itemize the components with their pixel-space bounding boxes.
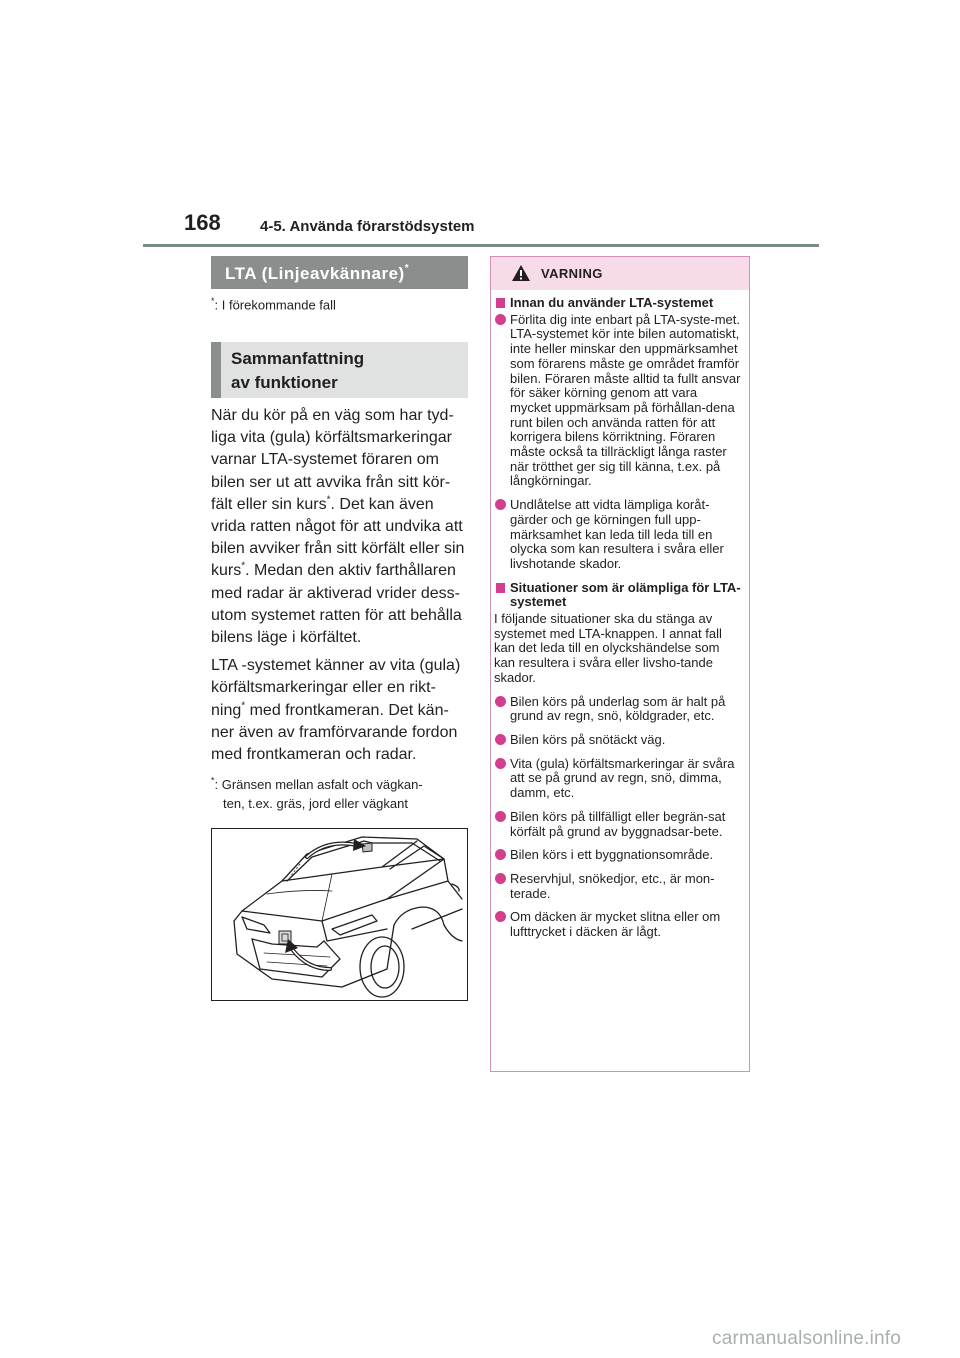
body-paragraph-1 (211, 405, 468, 649)
warning-section-heading-1-text: Innan du använder LTA-systemet (510, 295, 714, 310)
warning-bullet (494, 848, 741, 863)
circle-bullet-icon (495, 314, 506, 325)
warning-bullet (494, 733, 741, 748)
warning-header (491, 257, 749, 290)
warning-body (491, 290, 749, 940)
footnote-mark: * (211, 776, 215, 786)
warning-bullet-text: Bilen körs på snötäckt väg. (510, 731, 666, 747)
body-paragraph-2 (211, 655, 468, 766)
footnote-line-2: ten, t.ex. gräs, jord eller vägkant (223, 796, 408, 812)
warning-bullet-text: Reservhjul, snökedjor, etc., är mon-terade. (510, 870, 715, 901)
circle-bullet-icon (495, 849, 506, 860)
availability-text: : I förekommande fall (214, 297, 336, 313)
warning-bullet-text: Vita (gula) körfältsmarkeringar är svåra att se på grund av regn, snö, dimma, damm, etc. (510, 755, 735, 801)
availability-note (211, 296, 468, 312)
square-bullet-icon (496, 298, 505, 308)
warning-section-heading-2-text: Situationer som är olämpliga för LTA-systemet (510, 579, 741, 610)
front-camera (362, 843, 372, 852)
warning-bullet (494, 498, 741, 572)
circle-bullet-icon (495, 734, 506, 745)
square-bullet-icon (496, 583, 505, 593)
warning-bullet-text: Om däcken är mycket slitna eller om lufttrycket i däcken är lågt. (510, 909, 721, 940)
footnote-text-1: : Gränsen mellan asfalt och vägkan- (214, 777, 423, 793)
circle-bullet-icon (495, 811, 506, 822)
para1-part-c: . Medan den aktiv farthållaren med radar är aktiverad vrider dess-utom systemet ratten för att behålla bilens läge i körfältet. (211, 562, 462, 647)
footer-watermark[interactable]: carmanualsonline.info (712, 1328, 902, 1349)
warning-label: VARNING (541, 266, 603, 281)
page-number: 168 (184, 210, 221, 235)
availability-mark: * (211, 296, 215, 306)
para2-part-b: med frontkameran. Det kän-ner även av framförvarande fordon med frontkameran och radar. (211, 701, 458, 764)
warning-bullet (494, 810, 741, 839)
para1-mark-1: * (326, 494, 331, 506)
topic-title-mark: * (404, 263, 410, 274)
circle-bullet-icon (495, 696, 506, 707)
footnote (211, 772, 468, 813)
topic-title-bar (211, 256, 468, 289)
warning-bullet-text: Bilen körs på tillfälligt eller begrän-sat körfält på grund av byggnadsar-bete. (510, 808, 726, 839)
circle-bullet-icon (495, 911, 506, 922)
warning-bullet-text: Undlåtelse att vidta lämpliga koråt-gärder och ge körningen full upp-märksamhet kan leda till leda till en olycka som kan resultera i svåra eller livshotande skador. (510, 497, 724, 571)
warning-section-heading-1 (494, 296, 741, 311)
warning-bullet-text: Bilen körs på underlag som är halt på grund av regn, snö, köldgrader, etc. (510, 693, 726, 724)
para1-mark-2: * (241, 561, 246, 573)
warning-section-heading-2 (494, 581, 741, 610)
warning-triangle-icon (511, 264, 531, 282)
subheading-line2: av funktioner (231, 373, 338, 392)
para1-part-b: . Det kan även vrida ratten något för att undvika att bilen avviker från sitt körfält eller sin kurs (211, 495, 465, 580)
warning-bullet (494, 872, 741, 901)
header-divider (143, 244, 819, 247)
car-illustration-svg (212, 829, 467, 1000)
topic-title: LTA (Linjeavkännare) (225, 264, 405, 283)
para2-mark: * (241, 700, 246, 712)
warning-bullet (494, 757, 741, 801)
car-camera-illustration (211, 828, 468, 1001)
para2-part-a: LTA -systemet känner av vita (gula) körfältsmarkeringar eller en rikt-ning (211, 657, 461, 719)
subheading-line1: Sammanfattning (231, 349, 365, 368)
hood-left (242, 881, 282, 911)
hood-front (242, 859, 444, 921)
warning-bullet-text: Bilen körs i ett byggnationsområde. (510, 847, 714, 863)
section-title: 4-5. Använda förarstödsystem (260, 218, 475, 235)
warning-bullet-text: Förlita dig inte enbart på LTA-syste-met. LTA-systemet kör inte bilen automatiskt, inte heller minskar den uppmärksamhet som förarens måste ge området framför bilen. Föraren måste alltid ta fullt ansvar för säker körning genom att vara mycket uppmärksam på förhållan-dena runt bilen och använda ratten för att korrigera bilens körriktning. Föraren måste också ta tillräckligt långa raster när trötthet ger sig till känna, t.ex. på långkörningar. (510, 311, 741, 489)
circle-bullet-icon (495, 873, 506, 884)
para1-part-a: När du kör på en väg som har tyd-liga vita (gula) körfältsmarkeringar varnar LTA-systemet föraren om bilen ser ut att avvika från sitt kör-fält eller sin kurs (211, 407, 454, 513)
body-text (211, 405, 468, 772)
subheading (211, 342, 468, 398)
warning-bullet (494, 313, 741, 489)
footnote-line-1 (211, 777, 423, 792)
warning-box (490, 256, 750, 1072)
warning-intro: I följande situationer ska du stänga av systemet med LTA-knappen. I annat fall kan det leda till en olyckshändelse som kan resultera i svåra eller livsho-tande skador. (494, 611, 722, 685)
circle-bullet-icon (495, 499, 506, 510)
warning-bullet (494, 695, 741, 724)
grille (252, 939, 340, 977)
circle-bullet-icon (495, 758, 506, 769)
warning-bullet (494, 910, 741, 939)
